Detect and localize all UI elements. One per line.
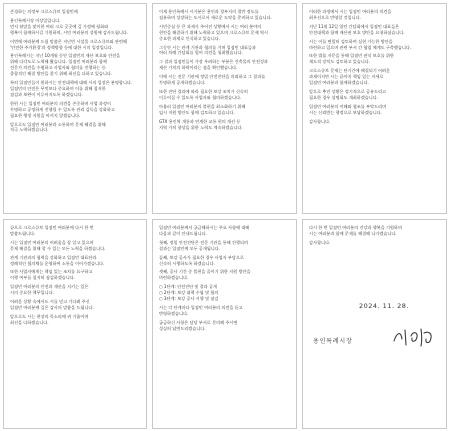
text-line: 시는 신뢰받는 행정으로 보답하겠습니다. [309, 109, 383, 115]
letter-page-5 [152, 219, 297, 429]
text-line: 이제 용인특례시 시가분은 용인과 경부지의 절반 정도를 [159, 9, 259, 14]
text-line: 이번에 여러분께 드릴 말씀은 지난번 시설물 크로스큐브와 관련해 [10, 38, 127, 44]
text-line: 투명하고 공정하게 진행될 수 있도록 관리 감독을 강화하고 [10, 106, 115, 112]
text-line: 말씀드립니다. [10, 230, 36, 236]
letter-page-3 [302, 3, 447, 214]
text-line: 입점민 여러분께서 궁금해하시는 주요 사항에 대해 [159, 225, 250, 230]
text-line: 또한 진단 결과에 따라 필요한 보강 조치가 신속히 [159, 88, 248, 94]
text-line: 크로스큐브 문제는 단기간에 해결되기 어려운 [309, 68, 391, 74]
text-line: 궁금하신 사항은 담당 부서로 문의해 주시면 [159, 319, 238, 325]
letter-page-2 [152, 3, 297, 214]
text-line: 안전대책과 함께 재산권 보호 방안을 요청하셨습니다. [309, 29, 405, 35]
text-line: 최선을 다하겠습니다. [10, 319, 49, 325]
text-line: 시민중심 등 큰 과제가 주어진 상황에서 시는 여러 분야의 [159, 23, 262, 29]
text-line: 관계 기관과의 협력을 강화하고 입점민 대표단과 [10, 254, 97, 260]
text-line: 적극 노력하겠습니다. [10, 127, 49, 133]
text-line: 행복이 함께하시길 기원하며, 시민 여러분의 성원에 감사드립니다. [10, 29, 129, 35]
text-line: 용인특례시장 이상일입니다. [10, 17, 61, 23]
text-line: 특히 입점민들이 원하시는 안전대책에 대해 시의 입장은 분명합니다. [10, 80, 133, 86]
text-line: 이행 여부를 철저히 점검하겠습니다. [10, 275, 76, 281]
text-line: ○ 1단계: 안전진단 및 결과 공개 [159, 284, 217, 290]
text-line: 지난 11월 12일 열린 간담회에서 입점민 대표들은 [309, 23, 400, 29]
text-line: 필요한 경우 설명회도 개최하겠습니다. [309, 94, 379, 100]
text-line: 임시 지원 방안도 함께 검토하고 있습니다. [159, 109, 235, 115]
text-line: 앞으로 추진 상황은 정기적으로 공유드리고 [309, 88, 387, 94]
text-line: 이러한 과정에서 시는 입점민 여러분의 의견을 [309, 9, 392, 14]
text-line: 입점민 여러분께 깊은 감사의 말씀을 드립니다. [10, 304, 94, 310]
text-line: 마련하겠습니다. [159, 275, 189, 281]
text-line: 필요한 행정 지원을 아끼지 않겠습니다. [10, 112, 81, 118]
text-line: 한편 시는 입점민 여러분의 의견을 존중하며 사업 과정이 [10, 100, 111, 106]
text-line: 최우선으로 반영할 것입니다. [309, 14, 361, 20]
text-line: 아울러 입점민 여러분의 불편을 최소화하기 위해 [159, 103, 246, 109]
text-line: ○ 3단계: 보강 공사 시행 및 점검 [159, 296, 219, 302]
text-line: 지역 가치 향상을 위한 노력도 계속하겠습니다. [159, 124, 243, 130]
text-line: 입점민 여러분의 안전과 재산을 지키는 일은 [10, 284, 89, 290]
text-line: 점유하며 성장하는 도시로서 새로운 도약을 준비하고 있습니다. [159, 14, 272, 20]
text-line: 시의 중요한 책무입니다. [10, 290, 54, 296]
text-line: 끝으로 크로스큐브 입점민 여러분께 다시 한 번 [10, 225, 94, 230]
letter-page-4 [3, 219, 147, 429]
text-line: 과제이지만 시는 끝까지 책임 있는 자세로 [309, 74, 384, 80]
handwritten-signature [391, 324, 437, 350]
text-line: 중요한 과제로 인식하고 있습니다. [159, 35, 221, 41]
text-line: 성실히 답변드리겠습니다. [159, 325, 206, 331]
text-line: 전문가 의견을 수렴하고 사업자와 협의를 진행하는 등 [10, 65, 106, 71]
text-line: 또한 사업자에게는 책임 있는 조치를 요구하고 [10, 269, 93, 275]
text-line: 신속히 시행하도록 하겠습니다. [159, 260, 215, 266]
text-line: 셋째, 공사 기간 중 불편을 줄이기 위한 지원 방안을 [159, 269, 251, 275]
text-line: 마련하고 있으며 관련 부서 간 협업 체계도 구축했습니다. [309, 44, 412, 50]
text-line: 시는 이를 면밀히 검토하여 실현 가능한 방안을 [309, 38, 393, 44]
text-line: 첫째, 정밀 안전진단은 전문 기관을 통해 진행되며 [159, 239, 248, 245]
text-line: 다시 한 번 입점민 여러분의 건강과 행복을 기원하며 [309, 225, 402, 230]
text-line: 결과는 입점민께 모두 공개됩니다. [159, 245, 221, 251]
text-line: 앞으로도 입점민 여러분과 소통하며 문제 해결을 위해 [10, 121, 106, 127]
text-line: 종합적인 해결 방안을 찾기 위해 최선을 다하고 있습니다. [10, 71, 113, 77]
text-line: 정례적인 협의체를 운영하여 소통을 이어가겠습니다. [10, 260, 105, 266]
text-line: 이에 시는 전문 기관에 정밀 안전진단을 의뢰하고 그 결과를 [159, 74, 266, 80]
text-line: 존경하는 의정부 크로스큐브 입점민께 [10, 9, 78, 14]
text-line: 용인특례시는 지난 10개월 동안 입점민의 재산 보호와 안전을 [10, 53, 121, 59]
text-line: 어려운 상황 속에서도 시를 믿고 기다려 주신 [10, 299, 90, 305]
letter-page-6 [302, 219, 447, 429]
letter-page-1 [3, 3, 147, 214]
text-line: 여러 차례 간담회를 열어 의견을 청취했습니다. [159, 50, 243, 56]
text-line: 감사합니다. [309, 239, 331, 245]
text-line: '안전한 주거환경'과 정책방향 등에 대한 시의 입장입니다. [10, 44, 114, 50]
text-line: 제도적 장치도 검토하고 있습니다. [309, 59, 371, 65]
text-line: 입점민의 안전은 무엇보다 중요하며 이를 위해 철저한 [10, 85, 106, 91]
text-line: 그동안 시는 관계 기관과 협의를 거쳐 입점민 대표들과 [159, 44, 256, 50]
signer-title: 용인특례시장 [313, 338, 353, 345]
text-line: 문제 해결을 위해 할 수 있는 모든 노력을 하겠습니다. [10, 245, 106, 251]
text-line: 입점민 여러분과 함께하겠습니다. [309, 80, 369, 86]
text-line: 점검과 보완이 이루어지도록 하겠습니다. [10, 91, 84, 97]
text-line: 투명하게 공개하겠습니다. [159, 80, 206, 86]
text-line: ○ 2단계: 보강 대책 수립 및 협의 [159, 290, 219, 296]
text-line: 둘째, 보강 공사가 필요한 경우 사업자 부담으로 [159, 254, 244, 260]
text-line: 위해 다각도로 노력해 왔습니다. 입점민 여러분과 함께 [10, 59, 107, 65]
text-line: 현안을 해결하기 위해 노력하고 있으며 크로스큐브 문제 역시 [159, 29, 268, 35]
text-line: 반영하겠습니다. [159, 310, 189, 316]
text-line: 다음과 같이 안내드립니다. [159, 230, 207, 236]
text-line: 재산 가치의 하락이라는 점을 확인했습니다. [159, 65, 238, 71]
text-line: 이루어질 수 있도록 사업자와 협의하겠습니다. [159, 94, 242, 100]
text-line: 그 결과 입점민들이 가장 우려하는 부분은 건축물의 안전성과 [159, 59, 268, 65]
text-line: 시는 입점민 여러분의 어려움을 잘 알고 있으며 [10, 239, 94, 245]
text-line: GTX 용인역 개통과 연계한 교통 편의 개선 등 [159, 118, 241, 124]
text-line: 앞으로도 시는 현장의 목소리에 귀 기울이며 [10, 313, 89, 319]
text-line: 입점민 여러분의 이해와 협조를 부탁드리며 [309, 103, 387, 109]
text-line: 또한 법률 자문을 통해 입점민 권익 보호를 위한 [309, 53, 394, 59]
text-line: 시는 각 단계마다 입점민 여러분의 의견을 듣고 [159, 304, 243, 310]
text-line: 시는 여러분과 함께 문제를 해결해 나가겠습니다. [309, 230, 397, 236]
text-line: 먼저 월말을 맞이한 여러 크로 곳곳에 깊 가정에 평화와 [10, 23, 109, 29]
letter-date: 2024. 11. 28. [359, 302, 409, 310]
text-line: 감사합니다. [309, 118, 331, 124]
